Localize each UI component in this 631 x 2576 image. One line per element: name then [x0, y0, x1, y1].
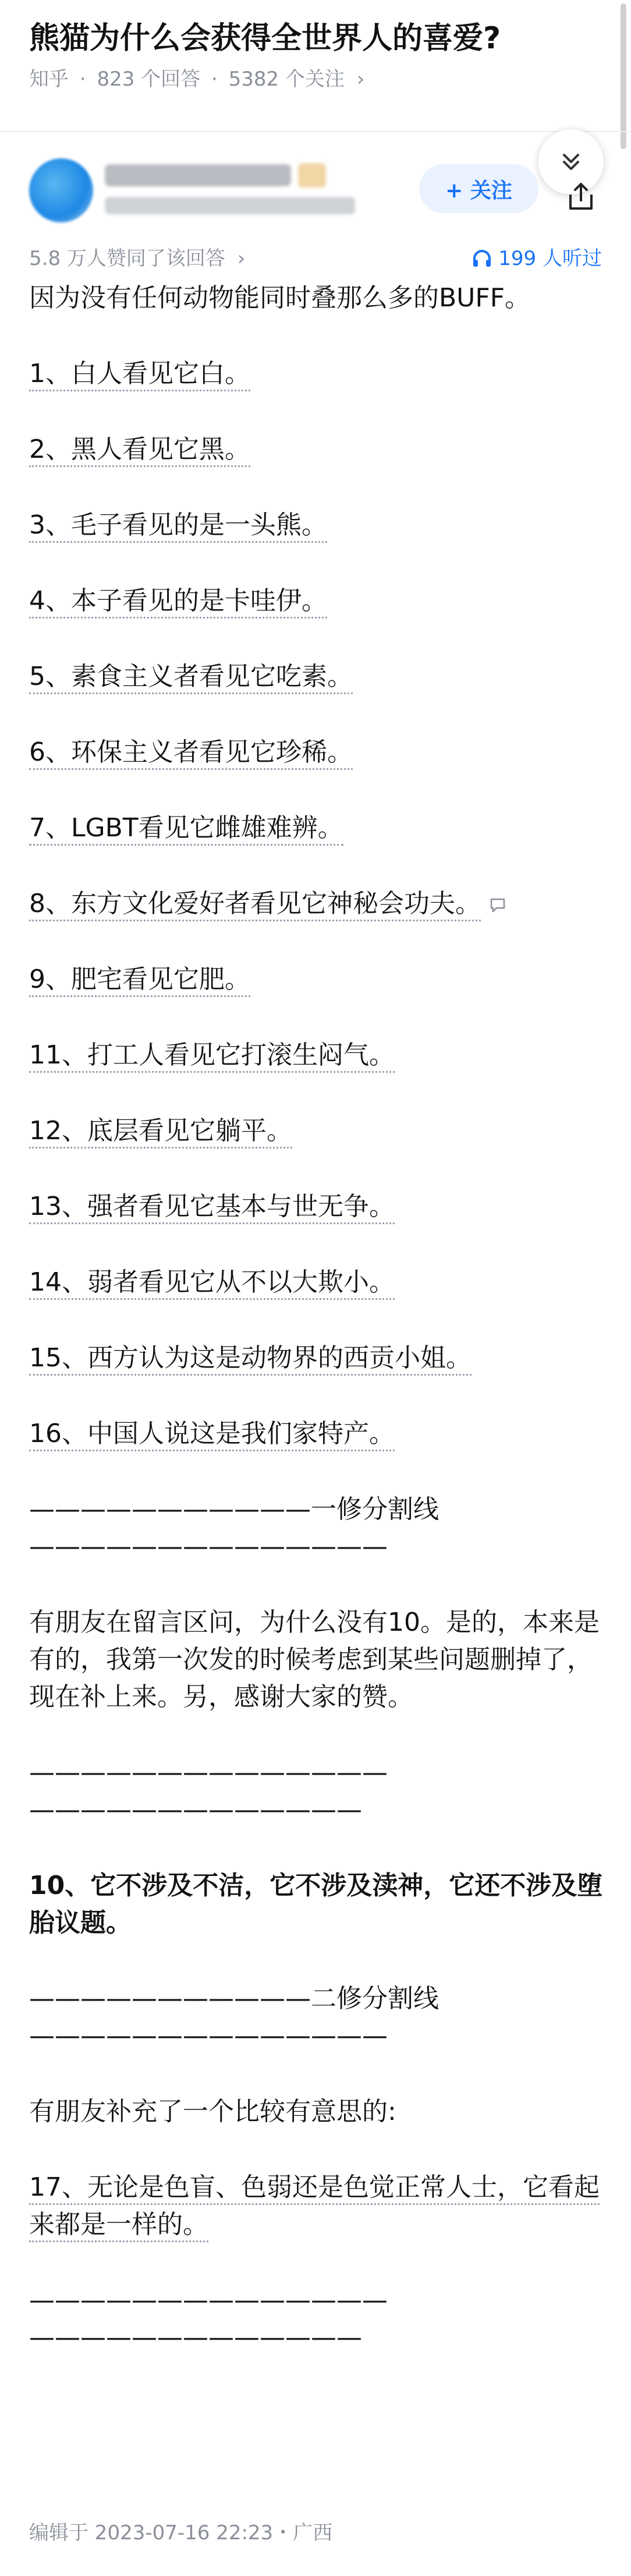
list-item[interactable]: 7、LGBT看见它雌雄难辨。	[29, 813, 343, 846]
paragraph-bold: 10、它不涉及不洁，它不涉及渎神，它还不涉及堕胎议题。	[29, 1871, 603, 1938]
share-icon[interactable]	[565, 181, 597, 213]
divider-line: ——————————————	[29, 1758, 388, 1787]
list-item[interactable]: 14、弱者看见它从不以大欺小。	[29, 1267, 395, 1300]
list-item[interactable]: 1、白人看见它白。	[29, 359, 250, 391]
answer-content	[29, 280, 605, 2395]
author-bio-blurred	[105, 197, 355, 214]
list-item[interactable]: 2、黑人看见它黑。	[29, 434, 250, 467]
question-meta[interactable]	[29, 65, 364, 93]
divider-line: —————————————	[29, 1795, 362, 1825]
followers-count: 5382 个关注	[228, 68, 345, 91]
paragraph-note: 有朋友补充了一个比较有意思的:	[29, 2097, 396, 2126]
double-chevron-down-icon	[558, 149, 584, 175]
headphones-icon	[472, 248, 492, 269]
answers-count: 823 个回答	[97, 68, 201, 91]
comment-icon[interactable]	[489, 896, 506, 914]
scrollbar[interactable]	[621, 3, 626, 149]
list-item[interactable]: 12、底层看见它躺平。	[29, 1116, 292, 1149]
list-item[interactable]: 15、西方认为这是动物界的西贡小姐。	[29, 1343, 472, 1376]
author-avatar[interactable]	[29, 158, 93, 222]
divider-line: —————————————	[29, 2323, 362, 2352]
meta-separator: ·	[211, 68, 218, 91]
list-item[interactable]: 13、强者看见它基本与世无争。	[29, 1192, 395, 1224]
header-divider	[0, 131, 631, 132]
chevron-right-icon: ›	[356, 68, 365, 91]
meta-separator: ·	[79, 68, 86, 91]
follow-button[interactable]: + 关注	[419, 164, 538, 213]
edited-timestamp: 编辑于 2023-07-16 22:23・广西	[29, 2521, 333, 2545]
divider-line: ——————————————	[29, 2021, 388, 2051]
likes-summary[interactable]	[29, 245, 245, 273]
likes-text: 5.8 万人赞同了该回答	[29, 247, 225, 270]
list-item[interactable]: 17、无论是色盲、色弱还是色觉正常人士，它看起来都是一样的。	[29, 2172, 600, 2242]
question-title[interactable]: 熊猫为什么会获得全世界人的喜爱?	[29, 21, 501, 56]
list-item[interactable]: 9、肥宅看见它肥。	[29, 964, 250, 997]
listen-button[interactable]	[472, 245, 602, 273]
paragraph-note: 有朋友在留言区问，为什么没有10。是的，本来是有的，我第一次发的时候考虑到某些问题删掉了，现在补上来。另，感谢大家的赞。	[29, 1607, 600, 1712]
paragraph-intro: 因为没有任何动物能同时叠那么多的BUFF。	[29, 283, 531, 313]
divider-line: ——————————————	[29, 1532, 388, 1561]
divider-line: ———————————一修分割线	[29, 1494, 439, 1524]
author-badge-blurred	[298, 163, 326, 188]
list-item[interactable]: 4、本子看见的是卡哇伊。	[29, 586, 327, 619]
chevron-right-icon: ›	[237, 247, 246, 270]
list-item[interactable]: 16、中国人说这是我们家特产。	[29, 1419, 395, 1451]
source-label: 知乎	[29, 68, 69, 91]
list-item[interactable]: 11、打工人看见它打滚生闷气。	[29, 1040, 395, 1073]
divider-line: ———————————二修分割线	[29, 1984, 439, 2013]
divider-line: ——————————————	[29, 2285, 388, 2315]
list-item[interactable]: 6、环保主义者看见它珍稀。	[29, 737, 353, 770]
author-name-blurred[interactable]	[105, 164, 291, 186]
list-item[interactable]: 8、东方文化爱好者看见它神秘会功夫。	[29, 889, 481, 921]
list-item[interactable]: 3、毛子看见的是一头熊。	[29, 510, 327, 543]
list-item[interactable]: 5、素食主义者看见它吃素。	[29, 662, 353, 694]
listen-count: 199 人听过	[498, 247, 602, 270]
